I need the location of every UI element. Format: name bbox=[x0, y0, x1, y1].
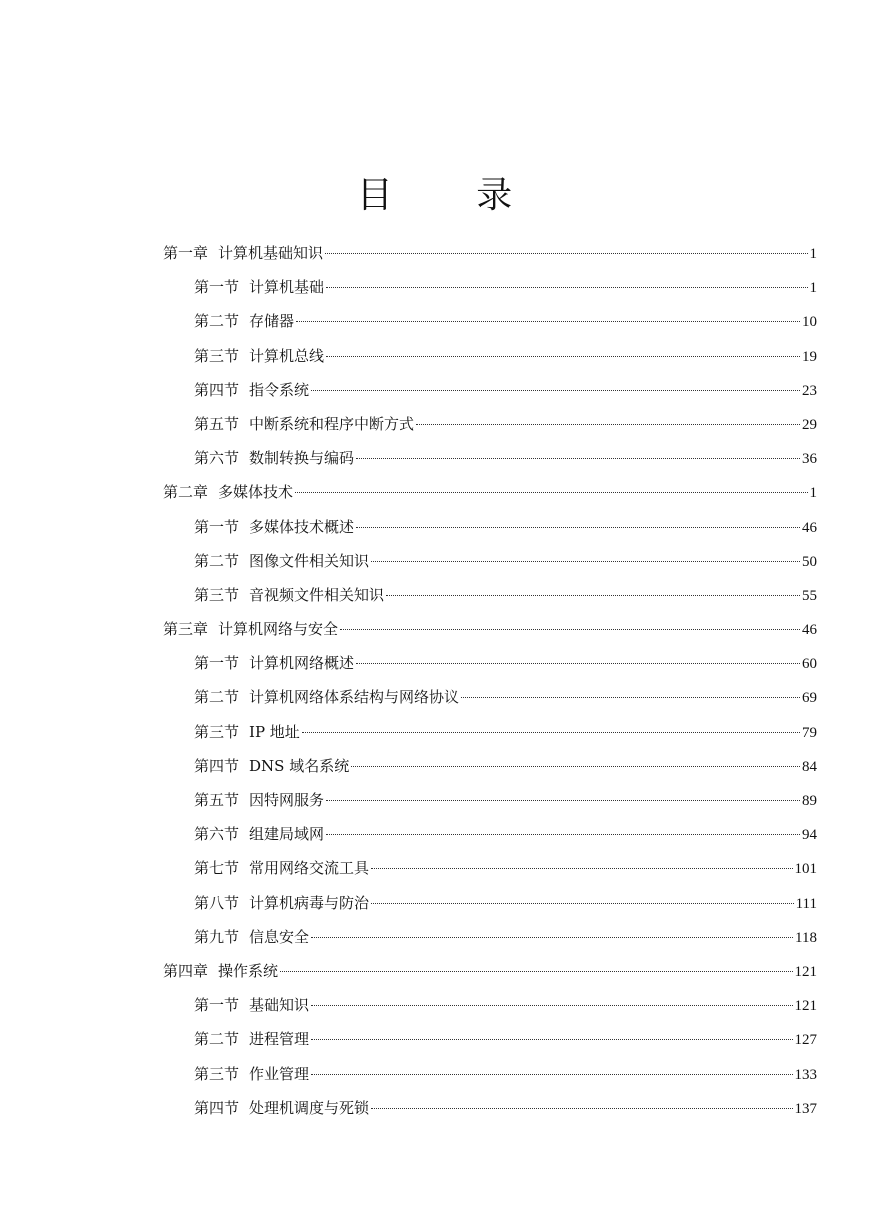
toc-entry-number: 第三章 bbox=[163, 620, 209, 639]
toc-entry-label bbox=[194, 749, 349, 783]
toc-chapter-entry[interactable] bbox=[163, 954, 817, 988]
toc-page-number: 121 bbox=[794, 963, 817, 980]
toc-entry-number: 第二节 bbox=[194, 688, 240, 707]
toc-entry-label bbox=[194, 1022, 309, 1056]
toc-entry-number: 第三节 bbox=[194, 346, 240, 365]
toc-entry-number: 第九节 bbox=[194, 927, 240, 946]
toc-entry-number: 第一节 bbox=[194, 996, 240, 1015]
toc-entry-label bbox=[194, 646, 354, 680]
toc-section-entry[interactable] bbox=[163, 680, 817, 714]
toc-entry-number: 第四节 bbox=[194, 756, 240, 775]
toc-section-entry[interactable] bbox=[163, 1091, 817, 1125]
toc-dot-leader bbox=[296, 321, 800, 322]
toc-page-number: 60 bbox=[802, 656, 817, 673]
page-title: 目 录 bbox=[356, 175, 549, 216]
toc-entry-number: 第二节 bbox=[194, 1030, 240, 1049]
toc-section-entry[interactable] bbox=[163, 510, 817, 544]
toc-page-number: 1 bbox=[809, 246, 817, 262]
toc-entry-number: 第四节 bbox=[194, 1098, 240, 1117]
toc-entry-title: 中断系统和程序中断方式 bbox=[249, 414, 415, 433]
toc-dot-leader bbox=[416, 424, 800, 425]
toc-entry-title: 信息安全 bbox=[249, 927, 310, 946]
toc-entry-label bbox=[194, 680, 459, 714]
toc-entry-title: 操作系统 bbox=[218, 961, 279, 980]
toc-entry-number: 第四章 bbox=[163, 961, 209, 980]
toc-entry-label bbox=[194, 817, 324, 851]
toc-entry-title: 多媒体技术概述 bbox=[249, 517, 355, 536]
toc-entry-label bbox=[194, 851, 369, 885]
toc-section-entry[interactable] bbox=[163, 407, 817, 441]
toc-entry-label bbox=[194, 1057, 309, 1091]
toc-entry-title: 组建局域网 bbox=[249, 825, 325, 844]
toc-entry-title: 作业管理 bbox=[249, 1064, 310, 1083]
toc-page-number: 10 bbox=[802, 314, 817, 331]
toc-page-number: 79 bbox=[802, 724, 817, 741]
toc-entry-number: 第五节 bbox=[194, 791, 240, 809]
toc-entry-label bbox=[194, 544, 369, 578]
toc-dot-leader bbox=[311, 1039, 792, 1040]
toc-dot-leader bbox=[326, 834, 800, 835]
toc-entry-number: 第二章 bbox=[163, 483, 209, 502]
toc-entry-title: 计算机病毒与防治 bbox=[249, 893, 370, 912]
toc-entry-label bbox=[194, 270, 324, 304]
toc-page-number: 36 bbox=[802, 451, 817, 468]
toc-dot-leader bbox=[295, 492, 807, 493]
toc-chapter-entry[interactable] bbox=[163, 475, 817, 509]
toc-dot-leader bbox=[326, 356, 800, 357]
toc-section-entry[interactable] bbox=[163, 851, 817, 885]
toc-section-entry[interactable] bbox=[163, 441, 817, 475]
toc-entry-number: 第四节 bbox=[194, 380, 240, 399]
toc-entry-label bbox=[194, 886, 369, 920]
toc-chapter-entry[interactable] bbox=[163, 236, 817, 270]
toc-entry-title: 数制转换与编码 bbox=[249, 449, 355, 468]
toc-page-number: 127 bbox=[794, 1032, 817, 1049]
toc-dot-leader bbox=[326, 287, 807, 288]
toc-section-entry[interactable] bbox=[163, 339, 817, 373]
toc-page-number: 84 bbox=[802, 758, 817, 775]
toc-section-entry[interactable] bbox=[163, 304, 817, 338]
toc-dot-leader bbox=[461, 697, 800, 698]
toc-entry-title: 计算机网络与安全 bbox=[218, 620, 339, 639]
toc-entry-label bbox=[194, 510, 354, 544]
toc-entry-title: 计算机基础 bbox=[249, 278, 325, 297]
toc-section-entry[interactable] bbox=[163, 783, 817, 817]
toc-entry-label bbox=[194, 339, 324, 373]
toc-entry-title: 指令系统 bbox=[249, 380, 310, 399]
toc-entry-label bbox=[194, 304, 294, 338]
toc-entry-title: 计算机总线 bbox=[249, 346, 325, 365]
toc-entry-label bbox=[163, 236, 323, 270]
toc-page-number: 46 bbox=[802, 622, 817, 639]
toc-entry-label bbox=[194, 920, 309, 954]
toc-entry-title: 计算机基础知识 bbox=[218, 244, 324, 262]
toc-entry-number: 第一节 bbox=[194, 278, 240, 297]
toc-dot-leader bbox=[356, 527, 800, 528]
toc-dot-leader bbox=[356, 458, 800, 459]
toc-entry-number: 第二节 bbox=[194, 551, 240, 570]
toc-entry-title: 计算机网络体系结构与网络协议 bbox=[249, 688, 460, 707]
toc-dot-leader bbox=[311, 1005, 792, 1006]
toc-section-entry[interactable] bbox=[163, 544, 817, 578]
toc-page-number: 1 bbox=[809, 485, 817, 502]
toc-dot-leader bbox=[325, 253, 807, 254]
toc-section-entry[interactable] bbox=[163, 646, 817, 680]
toc-dot-leader bbox=[351, 766, 800, 767]
toc-section-entry[interactable] bbox=[163, 749, 817, 783]
toc-entry-title: 多媒体技术 bbox=[218, 483, 294, 502]
toc-section-entry[interactable] bbox=[163, 886, 817, 920]
toc-entry-label bbox=[163, 612, 338, 646]
toc-entry-number: 第一节 bbox=[194, 654, 240, 673]
toc-entry-title: 音视频文件相关知识 bbox=[249, 585, 385, 604]
toc-entry-label bbox=[194, 441, 354, 475]
toc-section-entry[interactable] bbox=[163, 920, 817, 954]
toc-entry-label bbox=[163, 954, 278, 988]
toc-entry-number: 第二节 bbox=[194, 312, 240, 331]
toc-entry-title: 存储器 bbox=[249, 312, 295, 331]
toc-page-number: 55 bbox=[802, 587, 817, 604]
toc-page-number: 89 bbox=[802, 793, 817, 809]
toc-entry-title: 计算机网络概述 bbox=[249, 654, 355, 673]
toc-page-number: 118 bbox=[795, 929, 817, 946]
toc-page-number: 19 bbox=[802, 348, 817, 365]
toc-section-entry[interactable] bbox=[163, 817, 817, 851]
toc-entry-number: 第五节 bbox=[194, 414, 240, 433]
toc-section-entry[interactable] bbox=[163, 578, 817, 612]
toc-section-entry[interactable] bbox=[163, 373, 817, 407]
table-of-contents bbox=[163, 236, 817, 1125]
toc-page-number: 29 bbox=[802, 416, 817, 433]
toc-entry-label bbox=[194, 578, 384, 612]
toc-entry-label bbox=[194, 715, 300, 749]
toc-page-number: 101 bbox=[794, 861, 817, 878]
toc-entry-title: DNS 域名系统 bbox=[249, 756, 350, 775]
toc-entry-title: 图像文件相关知识 bbox=[249, 551, 370, 570]
toc-entry-number: 第六节 bbox=[194, 449, 240, 468]
toc-entry-title: 常用网络交流工具 bbox=[249, 859, 370, 878]
toc-dot-leader bbox=[371, 868, 792, 869]
toc-page-number: 121 bbox=[794, 998, 817, 1015]
toc-entry-number: 第七节 bbox=[194, 859, 240, 878]
toc-page-number: 133 bbox=[794, 1066, 817, 1083]
toc-dot-leader bbox=[371, 561, 800, 562]
toc-entry-label bbox=[194, 988, 309, 1022]
toc-page-number: 46 bbox=[802, 519, 817, 536]
toc-section-entry[interactable] bbox=[163, 270, 817, 304]
toc-dot-leader bbox=[356, 663, 800, 664]
toc-entry-label bbox=[194, 1091, 369, 1125]
toc-dot-leader bbox=[386, 595, 800, 596]
toc-page-number: 1 bbox=[809, 280, 817, 297]
toc-entry-number: 第三节 bbox=[194, 585, 240, 604]
toc-entry-title: 处理机调度与死锁 bbox=[249, 1098, 370, 1117]
toc-entry-number: 第六节 bbox=[194, 825, 240, 844]
toc-dot-leader bbox=[371, 1108, 792, 1109]
toc-section-entry[interactable] bbox=[163, 1022, 817, 1056]
toc-section-entry[interactable] bbox=[163, 988, 817, 1022]
toc-entry-number: 第三节 bbox=[194, 722, 240, 741]
toc-entry-number: 第一章 bbox=[163, 244, 209, 262]
toc-dot-leader bbox=[371, 903, 794, 904]
toc-dot-leader bbox=[311, 937, 793, 938]
toc-page-number: 23 bbox=[802, 382, 817, 399]
toc-entry-label bbox=[194, 373, 309, 407]
toc-dot-leader bbox=[302, 732, 800, 733]
toc-dot-leader bbox=[311, 1074, 792, 1075]
toc-page-number: 50 bbox=[802, 553, 817, 570]
toc-entry-number: 第八节 bbox=[194, 893, 240, 912]
toc-page-number: 69 bbox=[802, 690, 817, 707]
toc-entry-title: IP 地址 bbox=[249, 722, 300, 741]
toc-section-entry[interactable] bbox=[163, 1057, 817, 1091]
toc-chapter-entry[interactable] bbox=[163, 612, 817, 646]
toc-entry-number: 第三节 bbox=[194, 1064, 240, 1083]
toc-dot-leader bbox=[326, 800, 800, 801]
toc-entry-title: 基础知识 bbox=[249, 996, 310, 1015]
toc-entry-title: 因特网服务 bbox=[249, 791, 325, 809]
toc-page-number: 111 bbox=[795, 895, 817, 912]
toc-entry-title: 进程管理 bbox=[249, 1030, 310, 1049]
toc-page-number: 137 bbox=[794, 1100, 817, 1117]
toc-dot-leader bbox=[311, 390, 800, 391]
toc-entry-label bbox=[194, 783, 324, 817]
toc-page-number: 94 bbox=[802, 827, 817, 844]
toc-section-entry[interactable] bbox=[163, 715, 817, 749]
toc-dot-leader bbox=[280, 971, 792, 972]
toc-entry-number: 第一节 bbox=[194, 517, 240, 536]
toc-entry-label bbox=[194, 407, 414, 441]
toc-entry-label bbox=[163, 475, 293, 509]
toc-dot-leader bbox=[340, 629, 800, 630]
